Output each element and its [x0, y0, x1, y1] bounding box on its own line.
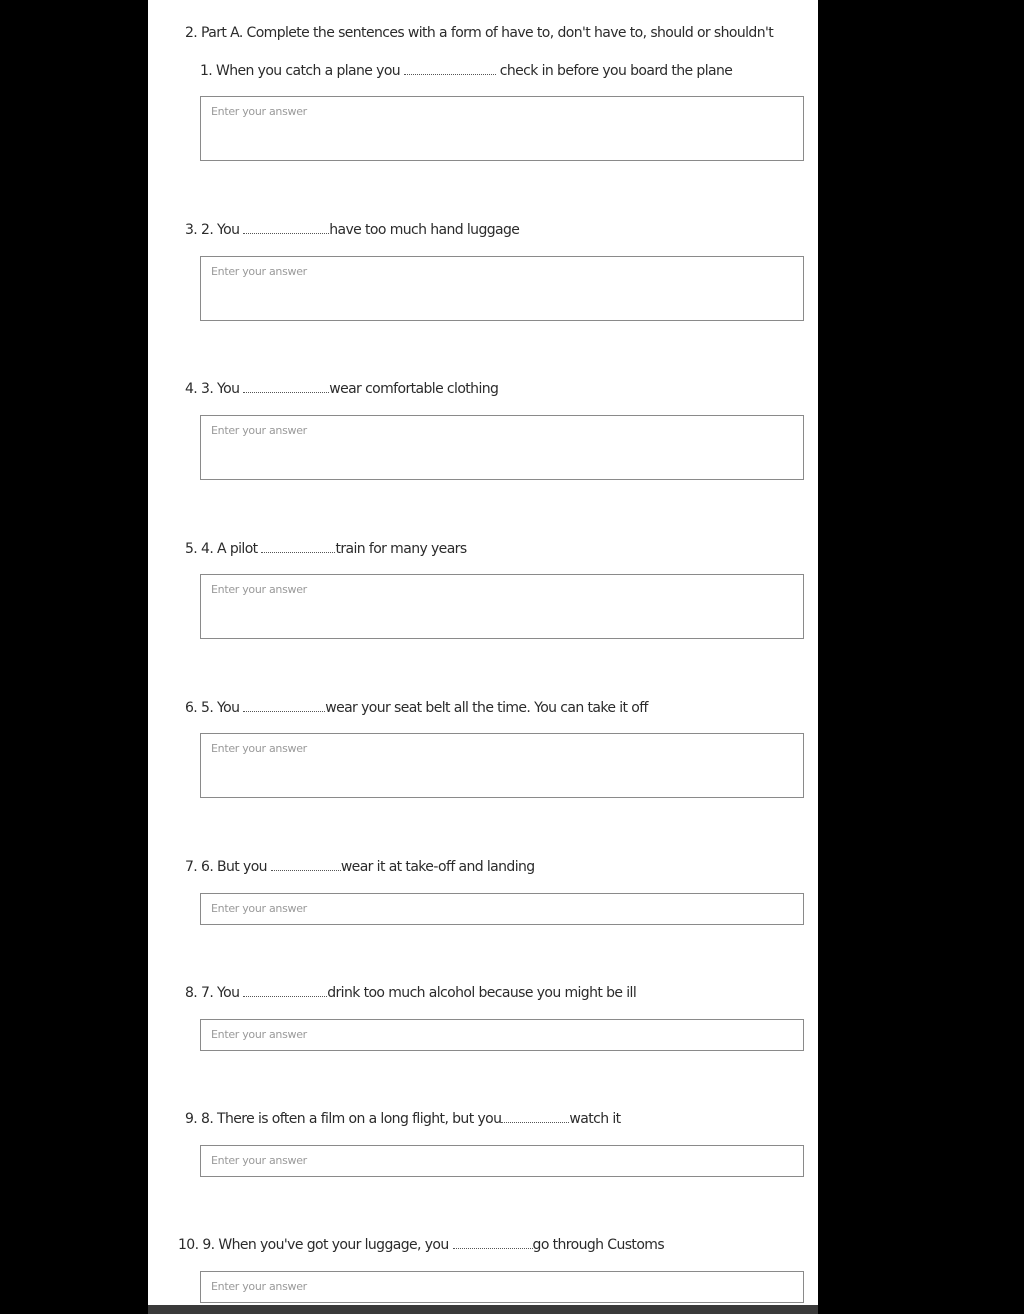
answer-input-4[interactable] — [200, 574, 804, 639]
question-5 — [185, 699, 648, 716]
answer-input-5[interactable] — [200, 733, 804, 798]
question-8 — [185, 1110, 621, 1127]
question-9-text-after: go through Customs — [532, 1237, 665, 1253]
blank-line — [404, 62, 496, 75]
question-6-text-before: 7. 6. But you — [185, 859, 267, 875]
question-5-text-after: wear your seat belt all the time. You can take it off — [325, 700, 648, 716]
blank-line — [261, 540, 335, 553]
question-6-text-after: wear it at take-off and landing — [340, 859, 535, 875]
answer-input-3[interactable] — [200, 415, 804, 480]
answer-placeholder: Enter your answer — [211, 1154, 307, 1167]
blank-line — [243, 380, 329, 393]
answer-placeholder: Enter your answer — [211, 583, 307, 596]
answer-placeholder: Enter your answer — [211, 1028, 307, 1041]
question-4 — [185, 540, 467, 557]
question-9 — [178, 1236, 664, 1253]
answer-input-6[interactable] — [200, 893, 804, 925]
question-1 — [200, 62, 732, 79]
question-4-text-after: train for many years — [335, 541, 467, 557]
question-3-text-before: 4. 3. You — [185, 381, 240, 397]
question-8-text-before: 9. 8. There is often a film on a long flight, but you — [185, 1111, 502, 1127]
answer-placeholder: Enter your answer — [211, 265, 307, 278]
answer-input-8[interactable] — [200, 1145, 804, 1177]
question-7 — [185, 984, 636, 1001]
question-2 — [185, 221, 519, 238]
blank-line — [453, 1236, 533, 1249]
answer-placeholder: Enter your answer — [211, 742, 307, 755]
answer-input-1[interactable] — [200, 96, 804, 161]
question-3 — [185, 380, 498, 397]
answer-placeholder: Enter your answer — [211, 424, 307, 437]
answer-input-2[interactable] — [200, 256, 804, 321]
blank-line — [243, 221, 329, 234]
blank-line — [243, 699, 325, 712]
question-1-text-before: 1. When you catch a plane you — [200, 63, 401, 79]
answer-placeholder: Enter your answer — [211, 1280, 307, 1293]
blank-line — [271, 858, 341, 871]
question-2-text-after: have too much hand luggage — [329, 222, 520, 238]
question-7-text-after: drink too much alcohol because you might be ill — [327, 985, 637, 1001]
question-5-text-before: 6. 5. You — [185, 700, 240, 716]
answer-placeholder: Enter your answer — [211, 105, 307, 118]
section-title: 2. Part A. Complete the sentences with a form of have to, don't have to, should or shouldn't — [185, 25, 774, 41]
question-4-text-before: 5. 4. A pilot — [185, 541, 258, 557]
answer-placeholder: Enter your answer — [211, 902, 307, 915]
blank-line — [501, 1110, 569, 1123]
question-8-text-after: watch it — [569, 1111, 621, 1127]
question-2-text-before: 3. 2. You — [185, 222, 240, 238]
question-1-text-after: check in before you board the plane — [495, 63, 733, 79]
question-3-text-after: wear comfortable clothing — [329, 381, 499, 397]
answer-input-7[interactable] — [200, 1019, 804, 1051]
horizontal-scrollbar[interactable] — [148, 1305, 818, 1314]
question-9-text-before: 10. 9. When you've got your luggage, you — [178, 1237, 449, 1253]
question-7-text-before: 8. 7. You — [185, 985, 240, 1001]
blank-line — [243, 984, 327, 997]
question-6 — [185, 858, 535, 875]
answer-input-9[interactable] — [200, 1271, 804, 1303]
